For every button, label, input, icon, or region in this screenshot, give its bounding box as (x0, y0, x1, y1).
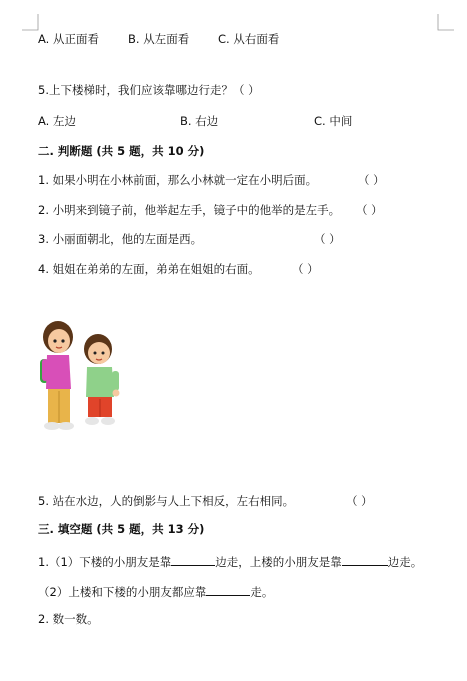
section2-heading: 二. 判断题 (共 5 题，共 10 分) (38, 144, 205, 158)
q4-option-b: B. 从左面看 (128, 32, 190, 46)
fill-q1-mid: 边走，上楼的小朋友是靠 (215, 555, 342, 569)
q5-answer-paren: （ ） (232, 83, 260, 97)
judge-item-4: 4. 姐姐在弟弟的左面，弟弟在姐姐的右面。 (38, 262, 260, 276)
fill-blank-3[interactable] (206, 583, 250, 596)
q5-option-a: A. 左边 (38, 114, 76, 128)
fill-q1b-suffix: 走。 (250, 585, 274, 599)
girl-figure (40, 321, 74, 430)
fill-q2: 2. 数一数。 (38, 612, 99, 626)
fill-q1-suffix: 边走。 (387, 555, 423, 569)
judge-item-3-paren: （ ） (314, 232, 341, 246)
fill-blank-2[interactable] (342, 553, 388, 566)
q5-text: 5.上下楼梯时，我们应该靠哪边行走？ (38, 83, 233, 97)
children-illustration (34, 315, 126, 440)
judge-item-5-paren: （ ） (346, 494, 373, 508)
judge-item-4-paren: （ ） (292, 262, 319, 276)
judge-item-5: 5. 站在水边，人的倒影与人上下相反，左右相同。 (38, 494, 295, 508)
q4-option-c: C. 从右面看 (218, 32, 280, 46)
section3-heading: 三. 填空题 (共 5 题，共 13 分) (38, 522, 205, 536)
fill-q1b-prefix: （2）上楼和下楼的小朋友都应靠 (38, 585, 207, 599)
judge-item-2: 2. 小明来到镜子前，他举起左手，镜子中的他举的是左手。 (38, 203, 341, 217)
judge-item-3: 3. 小丽面朝北，他的左面是西。 (38, 232, 203, 246)
boy-figure (84, 334, 120, 425)
fill-q1-prefix: 1.（1）下楼的小朋友是靠 (38, 555, 172, 569)
fill-q1-part2 (38, 583, 273, 600)
judge-item-1: 1. 如果小明在小林前面，那么小林就一定在小明后面。 (38, 173, 318, 187)
judge-item-1-paren: （ ） (358, 173, 385, 187)
fill-q1-part1 (38, 553, 422, 570)
fill-blank-1[interactable] (171, 553, 215, 566)
q5-option-b: B. 右边 (180, 114, 219, 128)
judge-item-2-paren: （ ） (356, 203, 383, 217)
q5-question (38, 83, 260, 98)
q5-option-c: C. 中间 (314, 114, 353, 128)
q4-option-a: A. 从正面看 (38, 32, 99, 46)
